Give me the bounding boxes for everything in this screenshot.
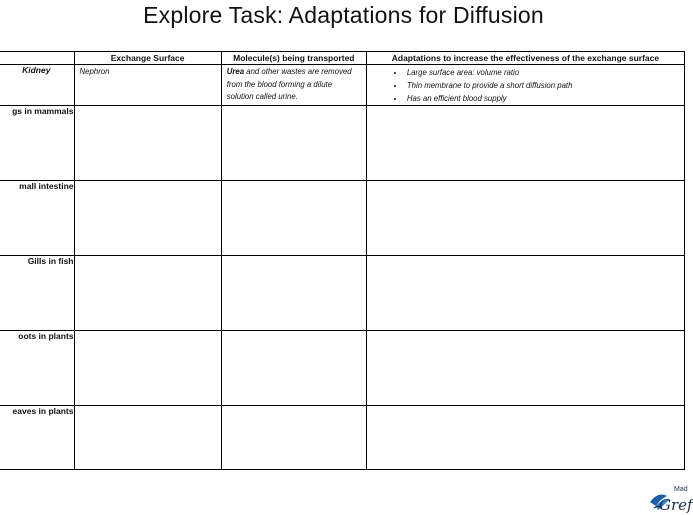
header-molecules: Molecule(s) being transported <box>221 52 366 65</box>
lungs-molecule-cell[interactable] <box>221 106 366 181</box>
logo-small-text: Mad <box>674 486 688 493</box>
kidney-molecule-text <box>222 65 366 105</box>
lungs-surface-cell[interactable] <box>74 106 221 181</box>
table-header-row <box>0 52 685 65</box>
leaves-adaptations-cell[interactable] <box>366 406 684 470</box>
kidney-surface-text: Nephron <box>79 67 110 76</box>
kidney-molecule-rest: and other wastes are removed from the blood forming a dilute solution called urine. <box>226 67 352 101</box>
adaptations-table <box>0 51 685 470</box>
table-row-small-intestine <box>0 181 685 256</box>
table-row-kidney <box>0 65 685 106</box>
logo-text: Gref <box>659 496 693 514</box>
row-label-roots: oots in plants <box>0 331 74 406</box>
row-label-gills: Gills in fish <box>0 256 74 331</box>
roots-surface-cell[interactable] <box>74 331 221 406</box>
header-blank <box>0 52 74 65</box>
page-title: Explore Task: Adaptations for Diffusion <box>143 2 544 28</box>
lungs-adaptations-cell[interactable] <box>366 106 684 181</box>
intestine-molecule-cell[interactable] <box>221 181 366 256</box>
intestine-surface-cell[interactable] <box>74 181 221 256</box>
leaves-surface-cell[interactable] <box>74 406 221 470</box>
kidney-molecule-cell[interactable] <box>221 65 366 106</box>
gills-surface-cell[interactable] <box>74 256 221 331</box>
header-adaptations: Adaptations to increase the effectiveness of the exchange surface <box>366 52 684 65</box>
adaptation-item: • Large surface area: volume ratio <box>405 66 684 79</box>
row-label-small-intestine: mall intestine <box>0 181 74 256</box>
table-row-gills <box>0 256 685 331</box>
table-row-lungs <box>0 106 685 181</box>
gills-adaptations-cell[interactable] <box>366 256 684 331</box>
roots-adaptations-cell[interactable] <box>366 331 684 406</box>
kidney-adaptations-cell[interactable] <box>366 65 684 106</box>
leaves-molecule-cell[interactable] <box>221 406 366 470</box>
kidney-surface-cell[interactable] <box>74 65 221 106</box>
kidney-adaptations-list <box>367 66 684 105</box>
intestine-adaptations-cell[interactable] <box>366 181 684 256</box>
adaptation-item: • Has an efficient blood supply <box>405 92 684 105</box>
header-exchange-surface: Exchange Surface <box>74 52 221 65</box>
row-label-lungs: gs in mammals <box>0 106 74 181</box>
kidney-molecule-bold: Urea <box>226 67 245 76</box>
row-label-leaves: eaves in plants <box>0 406 74 470</box>
gills-molecule-cell[interactable] <box>221 256 366 331</box>
adaptation-item: • Thin membrane to provide a short diffusion path <box>405 79 684 92</box>
table-row-leaves <box>0 406 685 470</box>
table-row-roots <box>0 331 685 406</box>
roots-molecule-cell[interactable] <box>221 331 366 406</box>
row-label-kidney: Kidney <box>0 65 74 106</box>
